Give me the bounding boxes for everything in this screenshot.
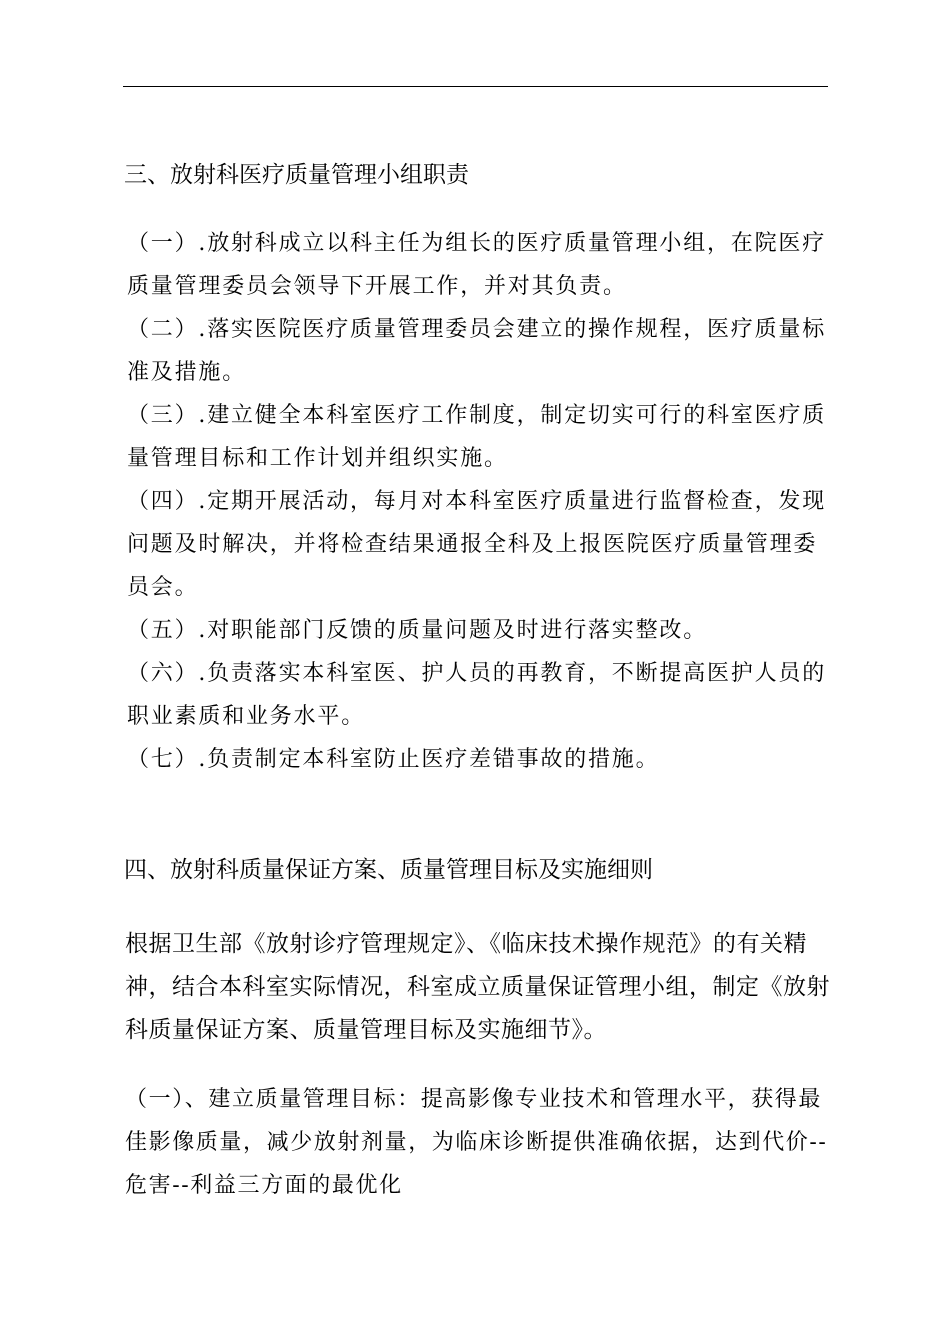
section-4-goal [125, 1078, 829, 1207]
header-rule [123, 86, 828, 87]
list-item: （五）.对职能部门反馈的质量问题及时进行落实整改。 [127, 618, 707, 643]
list-item: （六）.负责落实本科室医、护人员的再教育，不断提高医护人员的职业素质和业务水平。 [127, 661, 826, 729]
goal-paragraph: （一）、建立质量管理目标：提高影像专业技术和管理水平，获得最佳影像质量，减少放射剂量，为临床诊断提供准确依据，达到代价--危害--利益三方面的最优化 [125, 1087, 828, 1198]
section-3-heading: 三、放射科医疗质量管理小组职责 [124, 162, 469, 188]
list-item: （一）.放射科成立以科主任为组长的医疗质量管理小组，在院医疗质量管理委员会领导下开展工作，并对其负责。 [127, 231, 826, 299]
section-4-heading: 四、放射科质量保证方案、质量管理目标及实施细则 [124, 857, 653, 883]
list-item: （七）.负责制定本科室防止医疗差错事故的措施。 [127, 747, 660, 772]
list-item: （四）.定期开展活动，每月对本科室医疗质量进行监督检查，发现问题及时解决，并将检查结果通报全科及上报医院医疗质量管理委员会。 [127, 489, 826, 600]
list-item: （三）.建立健全本科室医疗工作制度，制定切实可行的科室医疗质量管理目标和工作计划并组织实施。 [127, 403, 826, 471]
section-3-list [127, 222, 829, 781]
list-item: （二）.落实医院医疗质量管理委员会建立的操作规程，医疗质量标准及措施。 [127, 317, 826, 385]
intro-paragraph: 根据卫生部《放射诊疗管理规定》、《临床技术操作规范》的有关精神，结合本科室实际情况，科室成立质量保证管理小组，制定《放射科质量保证方案、质量管理目标及实施细节》。 [125, 931, 830, 1043]
section-4-intro [125, 923, 833, 1052]
